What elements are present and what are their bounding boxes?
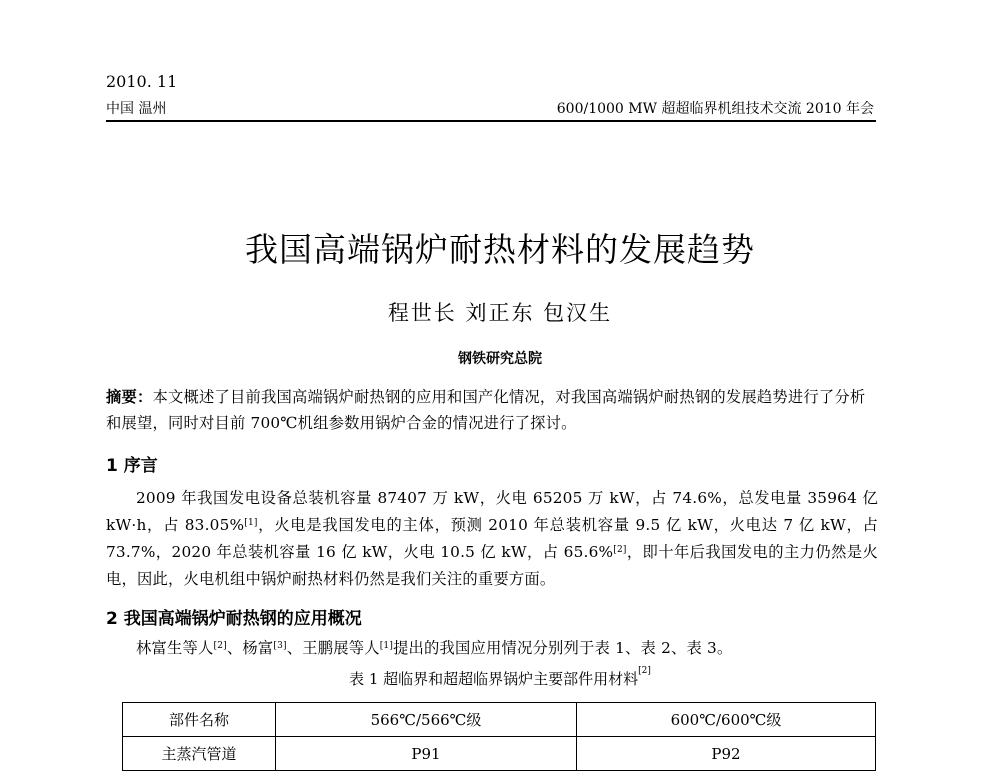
table-header-row (123, 703, 876, 737)
citation-ref: [2] (213, 641, 227, 651)
section-1-text-b: ，火电是我国发电的主体，预测 2010 年总装机容量 9.5 亿 kW，火电达 7 亿 kW，占 73.7%，2020 年总装机容量 16 亿 kW，火电 10.5 亿 kW，占 65.6% (106, 516, 878, 561)
abstract (106, 384, 878, 436)
citation-ref: [2] (613, 545, 627, 555)
paper-title: 我国高端锅炉耐热材料的发展趋势 (245, 230, 755, 269)
section-1-heading: 1 序言 (106, 456, 158, 476)
header-rule (106, 120, 876, 122)
citation-ref: [3] (273, 641, 287, 651)
section-2-text-c: 、王鹏展等人 (286, 639, 380, 657)
table-cell: P92 (577, 737, 876, 771)
table-cell: 主蒸汽管道 (123, 737, 276, 771)
table-header-cell: 566℃/566℃级 (276, 703, 577, 737)
authors: 程世长 刘正东 包汉生 (387, 301, 613, 325)
section-2-heading: 2 我国高端锅炉耐热钢的应用概况 (106, 609, 362, 629)
table-header-cell: 部件名称 (123, 703, 276, 737)
section-2-text-a: 林富生等人 (136, 639, 214, 657)
section-2-text-b: 、杨富 (226, 639, 274, 657)
table-1-caption (0, 668, 1000, 689)
table-cell: P91 (276, 737, 577, 771)
table-1 (122, 702, 876, 771)
table-header-cell: 600℃/600℃级 (577, 703, 876, 737)
header-date: 2010. 11 (106, 72, 178, 91)
section-1-text-a: 2009 年我国发电设备总装机容量 87407 万 kW，火电 65205 万 kW，占 74.6%，总发电量 35964 亿 kW·h，占 83.05% (106, 489, 878, 534)
table-row (123, 737, 876, 771)
citation-ref: [1] (379, 641, 394, 651)
abstract-label: 摘要： (106, 388, 153, 406)
section-2-paragraph (106, 635, 878, 662)
header-place: 中国 温州 (106, 101, 167, 117)
table-1-caption-text: 表 1 超临界和超超临界锅炉主要部件用材料 (349, 670, 639, 688)
section-1-paragraph (106, 485, 878, 593)
citation-ref: [1] (244, 518, 258, 528)
header-conference: 600/1000 MW 超超临界机组技术交流 2010 年会 (556, 101, 874, 117)
abstract-text: 本文概述了目前我国高端锅炉耐热钢的应用和国产化情况，对我国高端锅炉耐热钢的发展趋势进行了分析和展望，同时对目前 700℃机组参数用锅炉合金的情况进行了探讨。 (106, 388, 866, 432)
section-1-text-c: ，即十年后我国发电的主力仍然是火电，因此，火电机组中锅炉耐热材料仍然是我们关注的重要方面。 (106, 543, 878, 588)
section-2-text-d: 提出的我国应用情况分别列于表 1、表 2、表 3。 (393, 639, 733, 657)
affiliation: 钢铁研究总院 (458, 351, 542, 367)
citation-ref: [2] (638, 666, 651, 676)
